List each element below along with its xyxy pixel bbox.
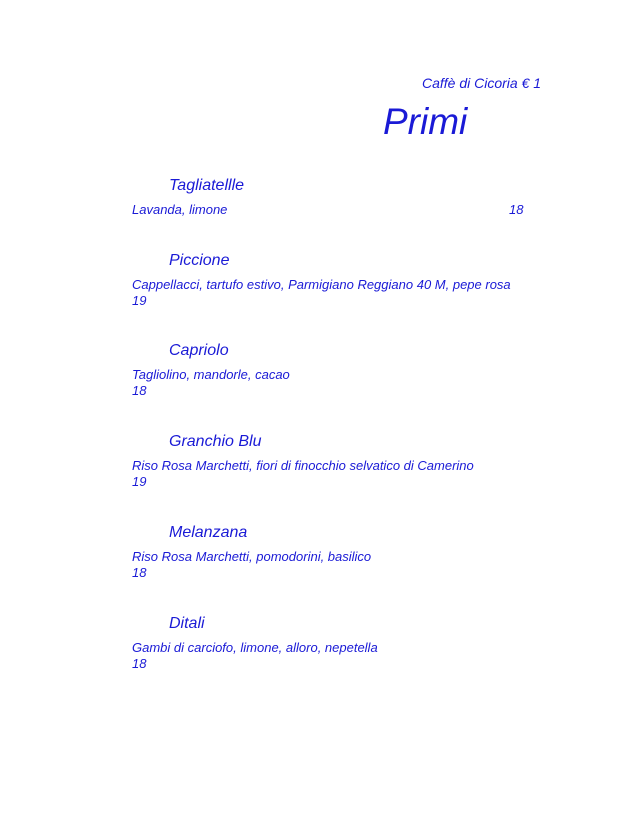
menu-item-name: Ditali [169, 615, 205, 632]
menu-item-description: Riso Rosa Marchetti, fiori di finocchio selvatico di Camerino [132, 458, 474, 473]
menu-item-price: 18 [132, 383, 147, 398]
menu-item-description: Cappellacci, tartufo estivo, Parmigiano Reggiano 40 M, pepe rosa [132, 277, 511, 292]
menu-item-name: Melanzana [169, 524, 248, 541]
coffee-note: Caffè di Cicoria € 1 [422, 75, 542, 91]
menu-item-name: Capriolo [169, 342, 229, 359]
menu-item-price: 19 [132, 293, 147, 308]
menu-item-price: 19 [132, 474, 147, 489]
menu-item-description: Lavanda, limone [132, 202, 228, 217]
menu-item-name: Tagliatellle [169, 177, 245, 194]
menu-item-price: 18 [509, 202, 524, 217]
menu-item-description: Tagliolino, mandorle, cacao [132, 367, 290, 382]
menu-item-name: Granchio Blu [169, 433, 262, 450]
menu-item-price: 18 [132, 565, 147, 580]
menu-item-description: Gambi di carciofo, limone, alloro, nepetella [132, 640, 378, 655]
menu-item-description: Riso Rosa Marchetti, pomodorini, basilico [132, 549, 372, 564]
menu-item-name: Piccione [169, 252, 230, 269]
section-title: Primi [383, 101, 468, 142]
menu-item-price: 18 [132, 656, 147, 671]
